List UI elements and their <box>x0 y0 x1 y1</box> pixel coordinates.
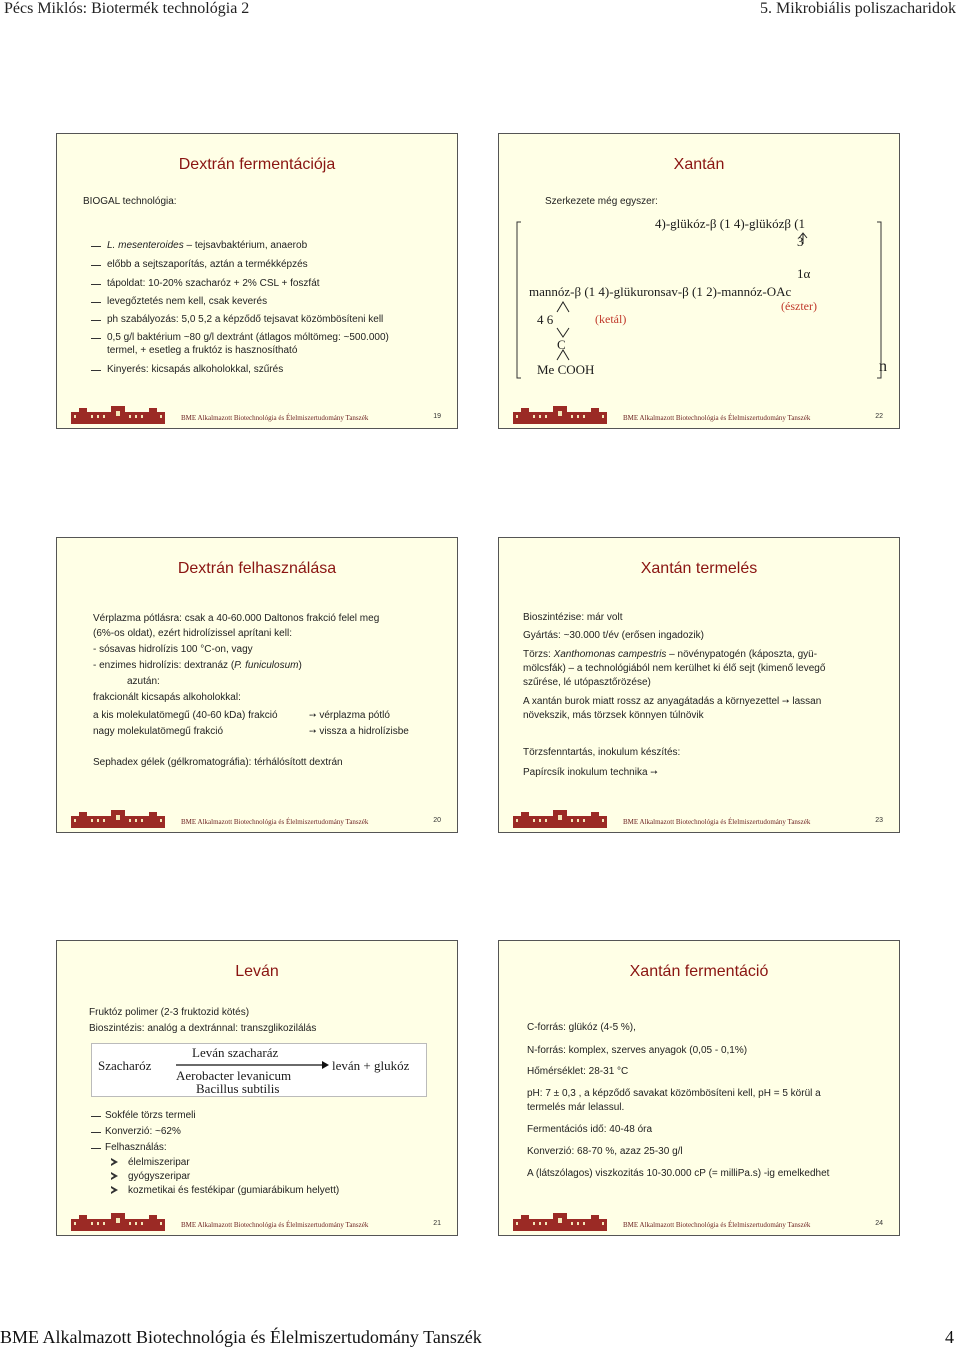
text-line: Bioszintézis: analóg a dextránnal: transzglikozilálás <box>89 1023 317 1034</box>
text-line: ➙ vissza a hidrolízisbe <box>309 726 409 737</box>
text-line: Gyártás: ~30.000 t/év (erősen ingadozik) <box>523 630 704 641</box>
page-footer-number: 4 <box>945 1327 954 1347</box>
formula-position-3: 3 <box>797 234 804 249</box>
formula-repeat-n: n <box>879 358 887 375</box>
slide-title: Xantán fermentáció <box>629 963 769 980</box>
slide-footer <box>57 806 457 832</box>
page-header-left: Pécs Miklós: Biotermék technológia 2 <box>4 0 250 17</box>
university-building-icon <box>513 1213 607 1231</box>
arrow-icon: ➙ <box>650 767 658 777</box>
list-item: levegőztetés nem kell, csak keverés <box>107 296 268 307</box>
text-line: Fermentációs idő: 40-48 óra <box>527 1124 653 1135</box>
text-line: Papírcsík inokulum technika ➙ <box>523 767 658 778</box>
department-name: BME Alkalmazott Biotechnológia és Élelmiszertudomány Tanszék <box>181 1221 369 1229</box>
text-line: ➙ vérplazma pótló <box>309 710 390 721</box>
lead-text: BIOGAL technológia: <box>83 196 177 207</box>
text-line: a kis molekulatömegű (40-60 kDa) frakció <box>93 710 278 721</box>
slide-levan <box>56 940 458 1236</box>
slide-number: 19 <box>433 413 441 420</box>
slide-footer <box>499 1209 899 1235</box>
university-building-icon <box>513 810 607 828</box>
department-name: BME Alkalmazott Biotechnológia és Élelmiszertudomány Tanszék <box>623 1221 811 1229</box>
text-line: Fruktóz polimer (2-3 fruktozid kötés) <box>89 1007 250 1018</box>
slide-title: Dextrán fermentációja <box>178 156 336 173</box>
slide-title: Leván <box>235 963 279 980</box>
enzyme-label: Leván szacharáz <box>192 1045 279 1060</box>
list-item: előbb a sejtszaporítás, aztán a termékképzés <box>107 259 308 270</box>
text-line: pH: 7 ± 0,3 , a képződő savakat közömbösíteni kell, pH = 5 körül a <box>527 1088 821 1099</box>
text-line: termelés már lelassul. <box>527 1102 625 1113</box>
slide-xantan-termeles <box>498 537 900 833</box>
slide-footer <box>57 1209 457 1235</box>
slide-title: Dextrán felhasználása <box>177 560 337 577</box>
slide-number: 21 <box>433 1220 441 1227</box>
formula-positions-4-6: 4 6 <box>537 312 554 327</box>
formula-ketal-label: (ketál) <box>595 312 627 326</box>
arrow-icon: ➙ <box>309 726 317 736</box>
text-line: Sephadex gélek (gélkromatográfia): térhálósított dextrán <box>93 757 343 768</box>
text-line: (6%-os oldat), ezért hidrolízissel aprítani kell: <box>93 628 292 639</box>
list-item: 0,5 g/l baktérium ~80 g/l dextránt (átlagos móltömeg: ~500.000) <box>107 332 389 343</box>
chevron-right-icon <box>111 1172 118 1180</box>
lead-text: Szerkezete még egyszer: <box>545 196 658 207</box>
text-line: Konverzió: 68-70 %, azaz 25-30 g/l <box>527 1146 683 1157</box>
text-line: nagy molekulatömegű frakció <box>93 726 224 737</box>
list-item: Kinyerés: kicsapás alkoholokkal, szűrés <box>107 364 284 375</box>
list-item: L. mesenteroides – tejsavbaktérium, anaerob <box>107 240 308 251</box>
list-item: Konverzió: ~62% <box>105 1126 181 1137</box>
formula-top-chain: 4)-glükóz-β (1 4)-glükózβ (1 <box>655 216 806 231</box>
arrow-icon: ➙ <box>309 710 317 720</box>
department-name: BME Alkalmazott Biotechnológia és Élelmiszertudomány Tanszék <box>623 414 811 422</box>
formula-me-cooh: Me COOH <box>537 362 595 377</box>
slide-number: 20 <box>433 817 441 824</box>
slide-title: Xantán termelés <box>640 560 758 577</box>
chevron-right-icon <box>111 1158 118 1166</box>
formula-main-chain: mannóz-β (1 4)-glükuronsav-β (1 2)-mannóz-OAc <box>529 284 792 299</box>
text-line: Törzsfenntartás, inokulum készítés: <box>523 747 681 758</box>
text-line: A xantán burok miatt rossz az anyagátadás a környezettel ➙ lassan <box>523 696 822 707</box>
slide-number: 22 <box>875 413 883 420</box>
department-name: BME Alkalmazott Biotechnológia és Élelmiszertudomány Tanszék <box>181 818 369 826</box>
sub-list-item: kozmetikai és festékipar (gumiarábikum helyett) <box>111 1184 339 1197</box>
slide-dextran-fermentacio <box>56 133 458 429</box>
department-name: BME Alkalmazott Biotechnológia és Élelmiszertudomány Tanszék <box>623 818 811 826</box>
slide-xantan-fermentacio <box>498 940 900 1236</box>
slide-number: 24 <box>875 1220 883 1227</box>
levan-synthesis-scheme <box>91 1043 427 1097</box>
text-line: azután: <box>127 676 160 687</box>
text-line: - enzimes hidrolízis: dextranáz (P. funiculosum) <box>93 660 302 671</box>
university-building-icon <box>71 1213 165 1231</box>
slide-footer <box>499 402 899 428</box>
text-line: Hőmérséklet: 28-31 °C <box>527 1066 629 1077</box>
text-line: frakcionált kicsapás alkoholokkal: <box>93 692 241 703</box>
chevron-right-icon <box>111 1186 118 1194</box>
slide-footer <box>57 402 457 428</box>
slide-dextran-felhasznalasa <box>56 537 458 833</box>
text-line: C-forrás: glükóz (4-5 %), <box>527 1022 636 1033</box>
slide-title: Xantán <box>673 156 725 173</box>
page-header-right: 5. Mikrobiális poliszacharidok <box>760 0 956 17</box>
list-item: ph szabályozás: 5,0 5,2 a képződő tejsavat közömbösíteni kell <box>107 314 384 325</box>
department-name: BME Alkalmazott Biotechnológia és Élelmiszertudomány Tanszék <box>181 414 369 422</box>
formula-carbon: C <box>557 337 566 352</box>
sub-list-item: élelmiszeripar <box>111 1156 190 1169</box>
slide-xantan <box>498 133 900 429</box>
text-line: Vérplazma pótlásra: csak a 40-60.000 Daltonos frakció felel meg <box>93 613 380 624</box>
list-item-continued: termel, + esetleg a fruktóz is hasznosítható <box>107 345 298 356</box>
organism-2: Bacillus subtilis <box>196 1081 280 1096</box>
list-item: tápoldat: 10-20% szacharóz + 2% CSL + foszfát <box>107 278 320 289</box>
text-line: növekszik, más törzsek könnyen túlnövik <box>523 710 704 721</box>
university-building-icon <box>513 406 607 424</box>
text-line: mölcsfák) – a technológiából nem kerülhet ki élő sejt (kimenő levegő <box>523 663 826 674</box>
text-line: - sósavas hidrolízis 100 °C-on, vagy <box>93 644 253 655</box>
slide-footer <box>499 806 899 832</box>
text-line: szűrése, lé utópasztőrözése) <box>523 677 651 688</box>
text-line: N-forrás: komplex, szerves anyagok (0,05 - 0,1%) <box>527 1045 748 1056</box>
substrate-label: Szacharóz <box>98 1058 152 1073</box>
university-building-icon <box>71 810 165 828</box>
formula-ester-label: (észter) <box>781 299 817 313</box>
list-item: Felhasználás: <box>105 1142 167 1153</box>
formula-alpha: 1α <box>797 266 811 281</box>
page-footer-department: BME Alkalmazott Biotechnológia és Élelmiszertudomány Tanszék <box>0 1327 482 1347</box>
slide-number: 23 <box>875 817 883 824</box>
arrow-icon: ➙ <box>782 696 790 706</box>
sub-list-item: gyógyszeripar <box>111 1170 190 1183</box>
university-building-icon <box>71 406 165 424</box>
text-line: Bioszintézise: már volt <box>523 612 623 623</box>
organism-1: Aerobacter levanicum <box>176 1068 292 1083</box>
list-item: Sokféle törzs termeli <box>105 1110 196 1121</box>
xanthan-structure-formula <box>499 134 900 394</box>
product-label: leván + glukóz <box>332 1058 410 1073</box>
text-line: A (látszólagos) viszkozitás 10-30.000 cP (= milliPa.s) -ig emelkedhet <box>527 1168 830 1179</box>
text-line: Törzs: Xanthomonas campestris – növénypatogén (káposzta, gyü- <box>523 649 818 660</box>
